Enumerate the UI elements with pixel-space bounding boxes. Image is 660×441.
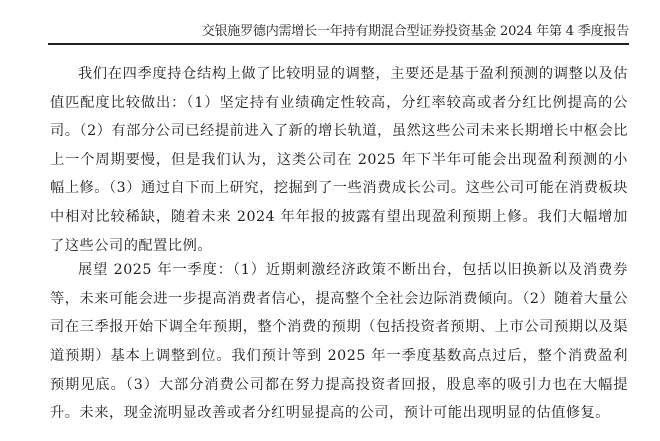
report-header-title: 交银施罗德内需增长一年持有期混合型证券投资基金 2024 年第 4 季度报告 <box>201 24 629 39</box>
report-body <box>50 60 628 428</box>
paragraph-portfolio-adjustment: 我们在四季度持仓结构上做了比较明显的调整，主要还是基于盈利预测的调整以及估值匹配度比较做出：（1）坚定持有业绩确定性较高，分红率较高或者分红比例提高的公司。（2）有部分公司已经提前进入了新的增长轨道，虽然这些公司未来长期增长中枢会比上一个周期要慢，但是我们认为，这类公司在 2025 年下半年可能会出现盈利预测的小幅上修。（3）通过自下而上研究，挖掘到了一些消费成长公司。这些公司可能在消费板块中相对比较稀缺，随着未来 2024 年年报的披露有望出现盈利预期上修。我们大幅增加了这些公司的配置比例。 <box>50 66 628 254</box>
header-divider <box>48 43 629 45</box>
paragraph-q1-2025-outlook: 展望 2025 年一季度：（1）近期刺激经济政策不断出台，包括以旧换新以及消费券等，未来可能会进一步提高消费者信心，提高整个全社会边际消费倾向。（2）随着大量公司在三季报开始下调全年预期，整个消费的预期（包括投资者预期、上市公司预期以及渠道预期）基本上调整到位。我们预计等到 2025 年一季度基数高点过后，整个消费盈利预期见底。（3）大部分消费公司都在努力提高投资者回报，股息率的吸引力也在大幅提升。未来，现金流明显改善或者分红明显提高的公司，预计可能出现明显的估值修复。 <box>50 262 628 422</box>
